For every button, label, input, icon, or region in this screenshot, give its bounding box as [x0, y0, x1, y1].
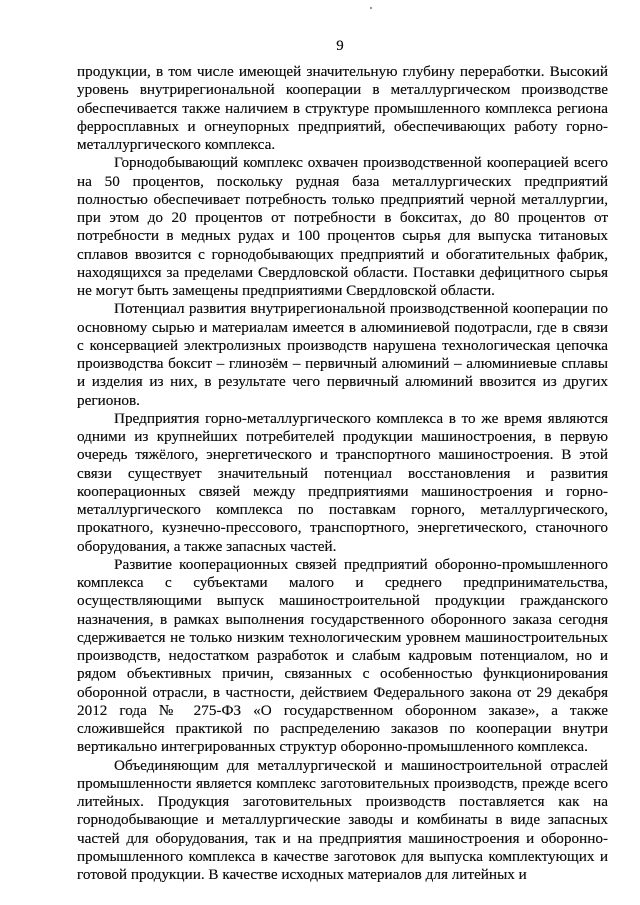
paragraph-continuation: продукции, в том числе имеющей значительную глубину переработки. Высокий уровень внутрирегиональной кооперации в металлургическом производстве обеспечивается также наличием в структуре промышленного комплекса региона ферросплавных и огнеупорных предприятий, обеспечивающих работу горно-металлургического комплекса. — [77, 63, 608, 153]
paragraph-procurement-production: Объединяющим для металлургической и машиностроительной отраслей промышленности является комплекс заготовительных производств, прежде всего литейных. Продукция заготовительных производств поставляется как на горнодобывающие и металлургические заводы и комбинаты в виде запасных частей для оборудования, так и на предприятия машиностроения и оборонно-промышленного комплекса в качестве заготовок для выпуска комплектующих и готовой продукции. В качестве исходных материалов для литейных и — [77, 756, 608, 883]
page-number: 9 — [336, 38, 344, 54]
paragraph-machine-building-consumers: Предприятия горно-металлургического комплекса в то же время являются одними из крупнейших потребителей продукции машиностроения, в первую очередь тяжёлого, энергетического и транспортного машиностроения. В этой связи существует значительный потенциал восстановления и развития кооперационных связей между предприятиями машиностроения и горно-металлургического комплекса по поставкам горного, металлургического, прокатного, кузнечно-прессового, транспортного, энергетического, станочного оборудования, а также запасных частей. — [77, 409, 608, 555]
paragraph-mining-complex: Горнодобывающий комплекс охвачен производственной кооперацией всего на 50 процентов, поскольку рудная база металлургических предприятий полностью обеспечивает потребность только предприятий черной металлургии, при этом до 20 процентов от потребности в бокситах, до 80 процентов от потребности в медных рудах и 100 процентов сырья для выпуска титановых сплавов ввозится с горнодобывающих предприятий и обогатительных фабрик, находящихся за пределами Свердловской области. Поставки дефицитного сырья не могут быть замещены предприятиями Свердловской области. — [77, 154, 608, 299]
paragraph-defense-industry: Развитие кооперационных связей предприятий оборонно-промышленного комплекса с субъектами малого и среднего предпринимательства, осуществляющими выпуск машиностроительной продукции гражданского назначения, в рамках выполнения государственного оборонного заказа сегодня сдерживается не только низким технологическим уровнем машиностроительных производств, недостатком разработок и слабым кадровым потенциалом, но и рядом объективных причин, связанных с особенностью функционирования оборонной отрасли, в частности, действием Федерального закона от 29 декабря 2012 года № 275-ФЗ «О государственном оборонном заказе», а также сложившейся практикой по распределению заказов по кооперации внутри вертикально интегрированных структур оборонно-промышленного комплекса. — [77, 555, 608, 756]
scan-speck — [370, 7, 372, 9]
paragraph-aluminium-potential: Потенциал развития внутрирегиональной производственной кооперации по основному сырью и материалам имеется в алюминиевой подотрасли, где в связи с консервацией электролизных производств нарушена технологическая цепочка производства боксит – глинозём – первичный алюминий – алюминиевые сплавы и изделия из них, в результате чего первичный алюминий ввозится из других регионов. — [77, 300, 608, 409]
document-body — [77, 63, 608, 884]
